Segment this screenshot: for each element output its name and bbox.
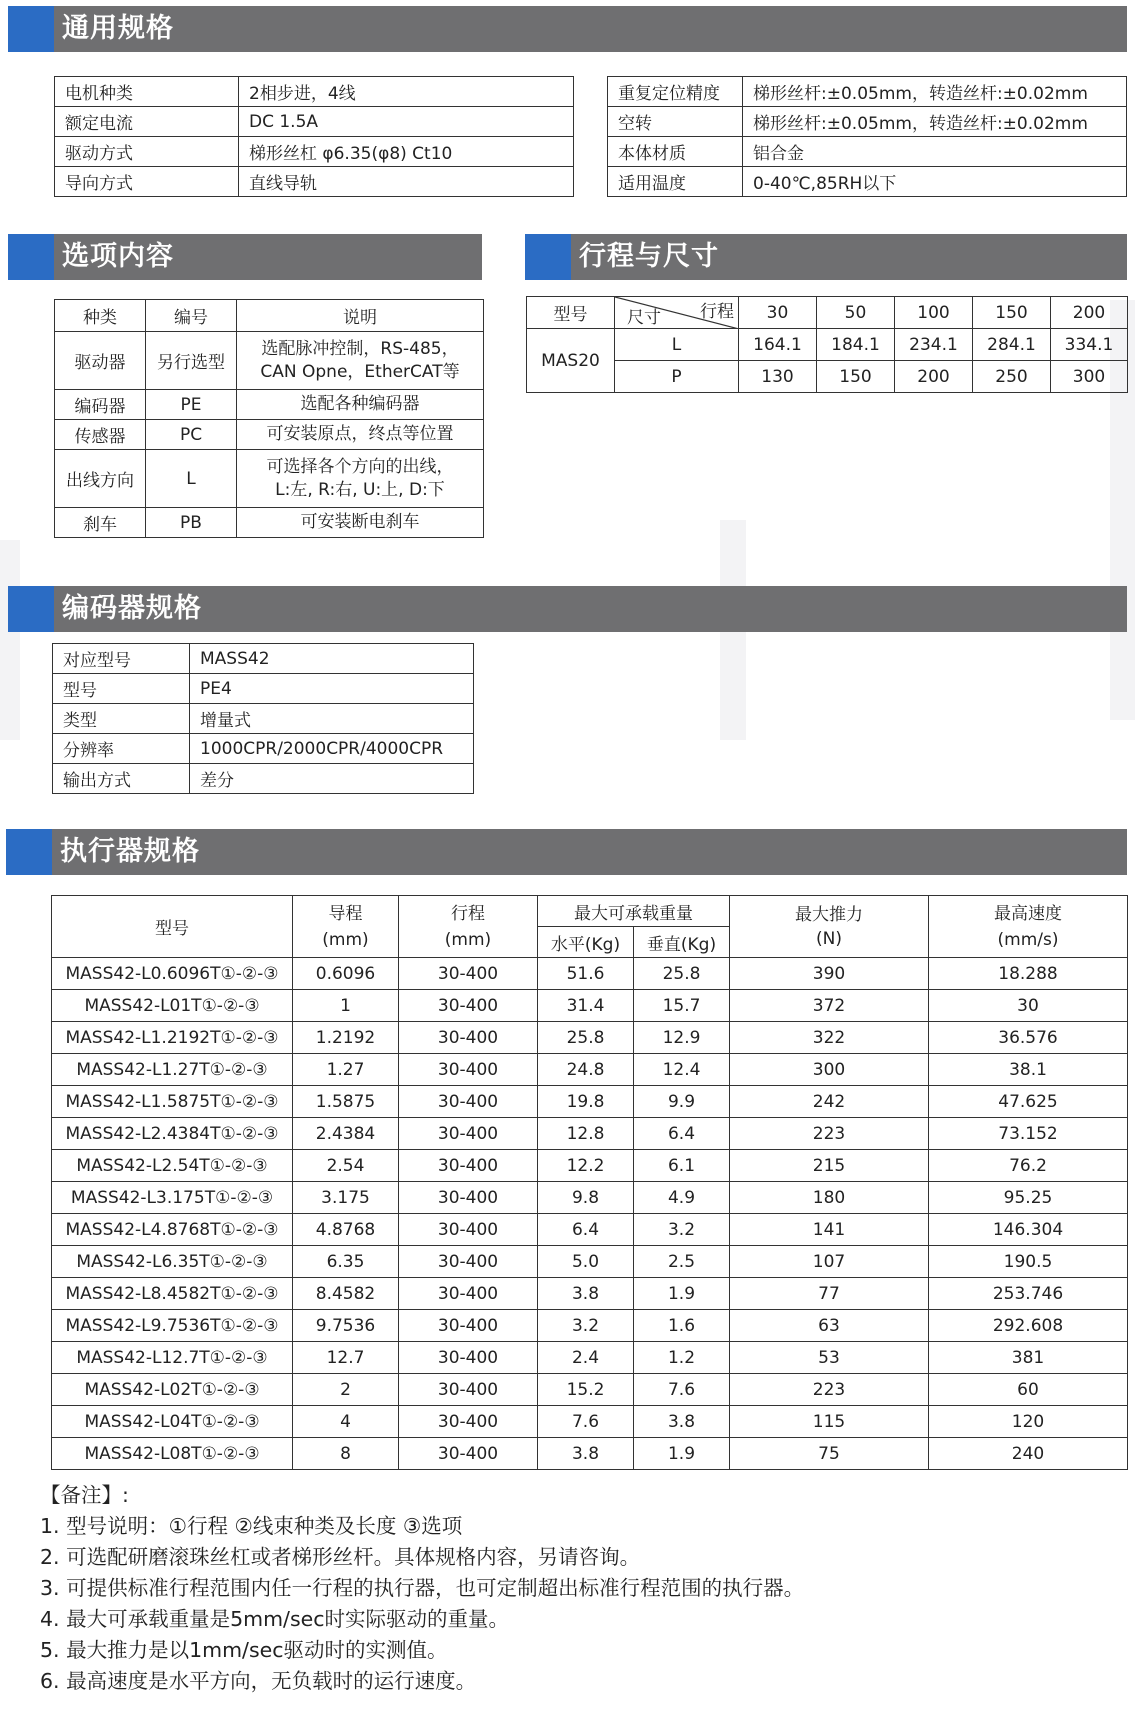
cell-max-thrust: 180 (730, 1182, 929, 1214)
cell-load-vertical: 1.6 (634, 1310, 730, 1342)
table-row (52, 1310, 1128, 1342)
option-desc (237, 508, 484, 538)
cell-load-vertical: 12.9 (634, 1022, 730, 1054)
general-spec-right-table (607, 76, 1127, 197)
cell-max-thrust: 63 (730, 1310, 929, 1342)
cell-load-horizontal: 24.8 (538, 1054, 634, 1086)
cell-lead: 9.7536 (293, 1310, 399, 1342)
table-row (53, 674, 474, 704)
spec-value: 梯形丝杠 φ6.35(φ8) Ct10 (239, 137, 574, 167)
cell-load-vertical: 3.8 (634, 1406, 730, 1438)
stroke-col: 100 (895, 297, 973, 329)
table-row (52, 1374, 1128, 1406)
act-header-model: 型号 (52, 896, 293, 958)
encoder-body (53, 644, 474, 794)
table-row (55, 508, 484, 538)
cell-model: MASS42-L02T①-②-③ (52, 1374, 293, 1406)
cell-max-thrust: 242 (730, 1086, 929, 1118)
cell-model: MASS42-L8.4582T①-②-③ (52, 1278, 293, 1310)
options-header-kind: 种类 (55, 300, 146, 332)
table-row (55, 390, 484, 420)
section-title: 执行器规格 (60, 836, 200, 867)
cell-max-thrust: 115 (730, 1406, 929, 1438)
cell-model: MASS42-L08T①-②-③ (52, 1438, 293, 1470)
dim-label-l: L (615, 329, 739, 361)
note-item: 2. 可选配研磨滚珠丝杠或者梯形丝杆。具体规格内容，另请咨询。 (40, 1545, 641, 1569)
option-desc-line: CAN Opne，EtherCAT等 (260, 361, 460, 382)
encoder-value: MASS42 (190, 644, 474, 674)
act-header-vertical: 垂直(Kg) (634, 927, 730, 958)
cell-stroke: 30-400 (399, 1406, 538, 1438)
cell-load-vertical: 25.8 (634, 958, 730, 990)
cell-stroke: 30-400 (399, 1022, 538, 1054)
cell-max-speed: 36.576 (929, 1022, 1128, 1054)
cell-max-speed: 38.1 (929, 1054, 1128, 1086)
cell-stroke: 30-400 (399, 1342, 538, 1374)
cell-max-thrust: 77 (730, 1278, 929, 1310)
encoder-label: 输出方式 (53, 764, 190, 794)
notes-block (40, 1480, 804, 1697)
cell-max-thrust: 215 (730, 1150, 929, 1182)
option-kind: 传感器 (55, 420, 146, 450)
cell-model: MASS42-L12.7T①-②-③ (52, 1342, 293, 1374)
cell-max-speed: 146.304 (929, 1214, 1128, 1246)
act-header-speed-2: (mm/s) (997, 929, 1059, 950)
spec-label: 额定电流 (55, 107, 239, 137)
table-row (52, 1118, 1128, 1150)
section-title: 行程与尺寸 (579, 241, 719, 272)
cell-load-horizontal: 7.6 (538, 1406, 634, 1438)
section-accent (8, 234, 54, 280)
act-header-stroke-2: (mm) (444, 929, 492, 950)
encoder-value: 1000CPR/2000CPR/4000CPR (190, 734, 474, 764)
cell-lead: 8.4582 (293, 1278, 399, 1310)
table-row (608, 167, 1127, 197)
cell-lead: 1.2192 (293, 1022, 399, 1054)
section-header-general (8, 6, 1127, 52)
note-item: 1. 型号说明：①行程 ②线束种类及长度 ③选项 (40, 1514, 463, 1538)
cell-load-horizontal: 12.8 (538, 1118, 634, 1150)
cell-load-vertical: 9.9 (634, 1086, 730, 1118)
cell-stroke: 30-400 (399, 1150, 538, 1182)
spec-label: 重复定位精度 (608, 77, 743, 107)
general-right-body (608, 77, 1127, 197)
cell-max-thrust: 75 (730, 1438, 929, 1470)
cell-max-speed: 190.5 (929, 1246, 1128, 1278)
table-row (53, 734, 474, 764)
cell-stroke: 30-400 (399, 1086, 538, 1118)
stroke-size-table (526, 296, 1128, 393)
cell-max-speed: 253.746 (929, 1278, 1128, 1310)
cell-max-speed: 73.152 (929, 1118, 1128, 1150)
act-header-thrust-2: (N) (816, 928, 842, 949)
note-item: 3. 可提供标准行程范围内任一行程的执行器，也可定制超出标准行程范围的执行器。 (40, 1576, 805, 1600)
cell-load-vertical: 2.5 (634, 1246, 730, 1278)
cell-model: MASS42-L3.175T①-②-③ (52, 1182, 293, 1214)
option-desc-line: 可安装断电刹车 (300, 512, 420, 532)
cell-load-horizontal: 31.4 (538, 990, 634, 1022)
cell-model: MASS42-L2.4384T①-②-③ (52, 1118, 293, 1150)
cell-stroke: 30-400 (399, 990, 538, 1022)
option-desc-line: 选配各种编码器 (300, 394, 420, 414)
option-code: PC (146, 420, 237, 450)
general-left-body (55, 77, 574, 197)
cell-stroke: 30-400 (399, 1118, 538, 1150)
table-row (52, 1406, 1128, 1438)
act-header-thrust-1: 最大推力 (795, 904, 863, 925)
cell-stroke: 30-400 (399, 1438, 538, 1470)
stroke-col: 150 (973, 297, 1051, 329)
cell-lead: 2 (293, 1374, 399, 1406)
act-header-stroke (399, 896, 538, 958)
cell-load-horizontal: 3.8 (538, 1278, 634, 1310)
option-desc (237, 390, 484, 420)
option-desc-line: 可安装原点，终点等位置 (266, 424, 454, 444)
encoder-label: 型号 (53, 674, 190, 704)
section-header-stroke (525, 234, 1127, 280)
cell-lead: 0.6096 (293, 958, 399, 990)
cell-model: MASS42-L9.7536T①-②-③ (52, 1310, 293, 1342)
cell-model: MASS42-L1.27T①-②-③ (52, 1054, 293, 1086)
table-row (55, 332, 484, 390)
cell-load-horizontal: 15.2 (538, 1374, 634, 1406)
option-kind: 出线方向 (55, 450, 146, 508)
option-desc-line: L:左, R:右, U:上, D:下 (275, 479, 445, 500)
section-header-actuator (6, 829, 1127, 875)
stroke-col: 30 (739, 297, 817, 329)
cell-max-speed: 240 (929, 1438, 1128, 1470)
dim-value: 130 (739, 361, 817, 393)
options-header-desc: 说明 (237, 300, 484, 332)
cell-max-speed: 381 (929, 1342, 1128, 1374)
spec-value: 直线导轨 (239, 167, 574, 197)
option-code: PB (146, 508, 237, 538)
cell-load-horizontal: 2.4 (538, 1342, 634, 1374)
option-code: L (146, 450, 237, 508)
cell-max-speed: 95.25 (929, 1182, 1128, 1214)
spec-value: 梯形丝杆:±0.05mm，转造丝杆:±0.02mm (743, 107, 1127, 137)
option-kind: 编码器 (55, 390, 146, 420)
cell-lead: 2.54 (293, 1150, 399, 1182)
cell-max-thrust: 300 (730, 1054, 929, 1086)
section-header-encoder (8, 586, 1127, 632)
option-kind: 刹车 (55, 508, 146, 538)
spec-value: DC 1.5A (239, 107, 574, 137)
section-title: 编码器规格 (62, 593, 202, 624)
cell-max-thrust: 372 (730, 990, 929, 1022)
dim-value: 300 (1051, 361, 1128, 393)
table-row (52, 1086, 1128, 1118)
table-row (55, 137, 574, 167)
option-code: PE (146, 390, 237, 420)
diag-top-label: 行程 (700, 302, 734, 322)
act-header-speed-1: 最高速度 (994, 903, 1062, 924)
cell-lead: 3.175 (293, 1182, 399, 1214)
cell-max-speed: 18.288 (929, 958, 1128, 990)
cell-stroke: 30-400 (399, 1054, 538, 1086)
section-accent (6, 829, 52, 875)
cell-load-vertical: 1.9 (634, 1278, 730, 1310)
spec-value: 铝合金 (743, 137, 1127, 167)
cell-stroke: 30-400 (399, 1278, 538, 1310)
options-header-code: 编号 (146, 300, 237, 332)
cell-stroke: 30-400 (399, 1246, 538, 1278)
table-row (52, 1278, 1128, 1310)
note-item: 6. 最高速度是水平方向，无负载时的运行速度。 (40, 1669, 477, 1693)
option-desc-line: 选配脉冲控制，RS-485， (261, 338, 459, 359)
encoder-spec-table (52, 643, 474, 794)
cell-max-thrust: 107 (730, 1246, 929, 1278)
cell-load-horizontal: 3.2 (538, 1310, 634, 1342)
cell-max-speed: 292.608 (929, 1310, 1128, 1342)
table-row (608, 107, 1127, 137)
section-accent (8, 6, 54, 52)
dim-value: 234.1 (895, 329, 973, 361)
cell-load-vertical: 1.2 (634, 1342, 730, 1374)
cell-max-speed: 47.625 (929, 1086, 1128, 1118)
table-row (55, 167, 574, 197)
cell-max-speed: 30 (929, 990, 1128, 1022)
cell-max-thrust: 322 (730, 1022, 929, 1054)
spec-label: 驱动方式 (55, 137, 239, 167)
cell-model: MASS42-L04T①-②-③ (52, 1406, 293, 1438)
spec-label: 本体材质 (608, 137, 743, 167)
encoder-label: 类型 (53, 704, 190, 734)
dim-label-p: P (615, 361, 739, 393)
cell-lead: 1.27 (293, 1054, 399, 1086)
cell-model: MASS42-L6.35T①-②-③ (52, 1246, 293, 1278)
table-row (52, 1438, 1128, 1470)
cell-load-horizontal: 6.4 (538, 1214, 634, 1246)
spec-label: 电机种类 (55, 77, 239, 107)
options-table (54, 299, 484, 538)
cell-max-speed: 60 (929, 1374, 1128, 1406)
notes-title: 【备注】: (40, 1483, 129, 1507)
option-desc (237, 420, 484, 450)
table-row (608, 137, 1127, 167)
note-item: 5. 最大推力是以1mm/sec驱动时的实测值。 (40, 1638, 448, 1662)
cell-load-vertical: 7.6 (634, 1374, 730, 1406)
cell-stroke: 30-400 (399, 1374, 538, 1406)
table-row (52, 1246, 1128, 1278)
cell-max-thrust: 141 (730, 1214, 929, 1246)
cell-load-horizontal: 51.6 (538, 958, 634, 990)
option-desc (237, 450, 484, 508)
encoder-value: 增量式 (190, 704, 474, 734)
cell-load-horizontal: 5.0 (538, 1246, 634, 1278)
act-header-lead-1: 导程 (328, 903, 363, 924)
act-header-load: 最大可承载重量 (538, 896, 730, 927)
table-row (55, 77, 574, 107)
cell-max-thrust: 223 (730, 1118, 929, 1150)
spec-value: 0-40℃,85RH以下 (743, 167, 1127, 197)
cell-lead: 4.8768 (293, 1214, 399, 1246)
table-row (52, 1150, 1128, 1182)
table-row (55, 450, 484, 508)
stroke-model-name: MAS20 (527, 329, 615, 393)
encoder-label: 对应型号 (53, 644, 190, 674)
table-row (52, 990, 1128, 1022)
act-header-horizontal: 水平(Kg) (538, 927, 634, 958)
cell-max-speed: 76.2 (929, 1150, 1128, 1182)
cell-model: MASS42-L1.2192T①-②-③ (52, 1022, 293, 1054)
cell-load-vertical: 15.7 (634, 990, 730, 1022)
dim-value: 164.1 (739, 329, 817, 361)
act-header-thrust (730, 896, 929, 958)
encoder-value: 差分 (190, 764, 474, 794)
cell-model: MASS42-L4.8768T①-②-③ (52, 1214, 293, 1246)
cell-lead: 12.7 (293, 1342, 399, 1374)
cell-load-vertical: 12.4 (634, 1054, 730, 1086)
dim-value: 334.1 (1051, 329, 1128, 361)
cell-load-vertical: 4.9 (634, 1182, 730, 1214)
cell-stroke: 30-400 (399, 1214, 538, 1246)
spec-label: 适用温度 (608, 167, 743, 197)
cell-load-horizontal: 3.8 (538, 1438, 634, 1470)
section-accent (8, 586, 54, 632)
act-header-speed (929, 896, 1128, 958)
encoder-label: 分辨率 (53, 734, 190, 764)
act-header-lead-2: (mm) (322, 929, 369, 950)
cell-max-thrust: 223 (730, 1374, 929, 1406)
cell-load-vertical: 6.1 (634, 1150, 730, 1182)
cell-max-speed: 120 (929, 1406, 1128, 1438)
actuator-spec-table (51, 895, 1128, 1470)
section-title: 选项内容 (62, 241, 174, 272)
cell-model: MASS42-L2.54T①-②-③ (52, 1150, 293, 1182)
cell-load-horizontal: 25.8 (538, 1022, 634, 1054)
cell-load-vertical: 3.2 (634, 1214, 730, 1246)
actuator-body (52, 958, 1128, 1470)
act-header-stroke-1: 行程 (451, 903, 485, 924)
act-header-lead (293, 896, 399, 958)
dim-value: 150 (817, 361, 895, 393)
table-row (608, 77, 1127, 107)
options-body (55, 332, 484, 538)
section-header-options (8, 234, 482, 280)
cell-lead: 6.35 (293, 1246, 399, 1278)
table-row (52, 1182, 1128, 1214)
table-row (55, 107, 574, 137)
cell-lead: 4 (293, 1406, 399, 1438)
diag-bottom-label: 尺寸 (627, 308, 661, 328)
section-accent (525, 234, 571, 280)
dim-value: 250 (973, 361, 1051, 393)
cell-load-vertical: 1.9 (634, 1438, 730, 1470)
table-row (52, 1054, 1128, 1086)
table-row (52, 958, 1128, 990)
cell-lead: 8 (293, 1438, 399, 1470)
note-item: 4. 最大可承载重量是5mm/sec时实际驱动的重量。 (40, 1607, 510, 1631)
dim-value: 284.1 (973, 329, 1051, 361)
cell-lead: 1 (293, 990, 399, 1022)
cell-load-horizontal: 9.8 (538, 1182, 634, 1214)
cell-stroke: 30-400 (399, 1310, 538, 1342)
stroke-diagonal-header (615, 297, 739, 329)
cell-lead: 2.4384 (293, 1118, 399, 1150)
table-row (53, 704, 474, 734)
option-code: 另行选型 (146, 332, 237, 390)
section-title: 通用规格 (62, 13, 174, 44)
table-row (55, 420, 484, 450)
cell-lead: 1.5875 (293, 1086, 399, 1118)
table-row (53, 764, 474, 794)
cell-model: MASS42-L01T①-②-③ (52, 990, 293, 1022)
dim-value: 184.1 (817, 329, 895, 361)
cell-stroke: 30-400 (399, 958, 538, 990)
table-row (52, 1214, 1128, 1246)
encoder-value: PE4 (190, 674, 474, 704)
cell-max-thrust: 390 (730, 958, 929, 990)
option-desc-line: 可选择各个方向的出线， (266, 456, 454, 477)
spec-value: 梯形丝杆:±0.05mm，转造丝杆:±0.02mm (743, 77, 1127, 107)
stroke-model-header: 型号 (527, 297, 615, 329)
stroke-col: 200 (1051, 297, 1128, 329)
table-row (53, 644, 474, 674)
spec-label: 空转 (608, 107, 743, 137)
cell-model: MASS42-L1.5875T①-②-③ (52, 1086, 293, 1118)
option-desc (237, 332, 484, 390)
stroke-col: 50 (817, 297, 895, 329)
spec-label: 导向方式 (55, 167, 239, 197)
table-row (52, 1342, 1128, 1374)
table-row (52, 1022, 1128, 1054)
cell-model: MASS42-L0.6096T①-②-③ (52, 958, 293, 990)
general-spec-left-table (54, 76, 574, 197)
cell-max-thrust: 53 (730, 1342, 929, 1374)
dim-value: 200 (895, 361, 973, 393)
spec-value: 2相步进，4线 (239, 77, 574, 107)
option-kind: 驱动器 (55, 332, 146, 390)
cell-load-horizontal: 19.8 (538, 1086, 634, 1118)
cell-load-horizontal: 12.2 (538, 1150, 634, 1182)
cell-load-vertical: 6.4 (634, 1118, 730, 1150)
cell-stroke: 30-400 (399, 1182, 538, 1214)
watermark-stripe (0, 540, 20, 740)
